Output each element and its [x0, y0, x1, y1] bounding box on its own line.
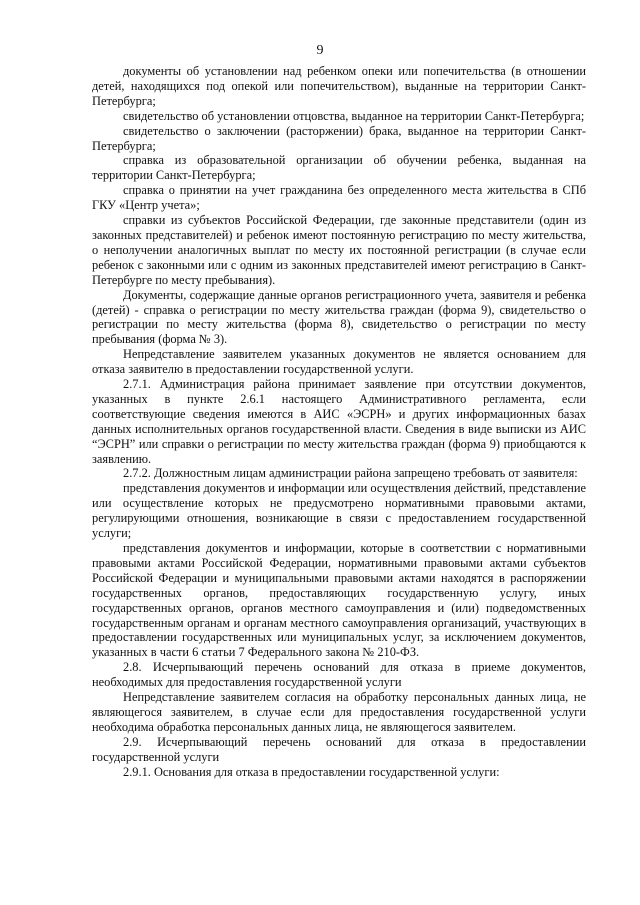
paragraph: Непредставление заявителем указанных документов не является основанием для отказа заявителю в предоставлении государственной услуги.	[92, 347, 586, 377]
paragraph: 2.7.2. Должностным лицам администрации района запрещено требовать от заявителя:	[123, 466, 578, 481]
paragraph: документы об установлении над ребенком опеки или попечительства (в отношении детей, находящихся под опекой или попечительством), выданные на территории Санкт-Петербурга;	[92, 64, 586, 108]
paragraph: представления документов и информации, которые в соответствии с нормативными правовыми актами Российской Федерации, нормативными правовыми актами субъектов Российской Федерации и муниципальными правовыми актами находятся в распоряжении государственных органов, предоставляющих государственную услугу, иных государственных органов, органов местного самоуправления и (или) подведомственных государственным органам и органам местного самоуправления организаций, участвующих в предоставлении государственных или муниципальных услуг, за исключением документов, указанных в части 6 статьи 7 Федерального закона № 210-ФЗ.	[92, 541, 586, 660]
paragraph: 2.9. Исчерпывающий перечень оснований для отказа в предоставлении государственной услуги	[92, 734, 586, 764]
paragraph: Непредставление заявителем согласия на обработку персональных данных лица, не являющегося заявителем, в случае если для предоставления государственной услуги необходима обработка персональных данных лица, не являющегося заявителем.	[92, 690, 586, 734]
paragraph: свидетельство об установлении отцовства, выданное на территории Санкт-Петербурга;	[123, 108, 585, 123]
paragraph: свидетельство о заключении (расторжении) брака, выданное на территории Санкт-Петербурга;	[92, 123, 586, 153]
paragraph: Документы, содержащие данные органов регистрационного учета, заявителя и ребенка (детей) - справка о регистрации по месту жительства граждан (форма 9), свидетельство о регистрации по месту жительства (форма 8), свидетельство о регистрации по месту пребывания (форма № 3).	[92, 287, 586, 347]
paragraph: 2.7.1. Администрация района принимает заявление при отсутствии документов, указанных в пункте 2.6.1 настоящего Административного регламента, если соответствующие сведения имеются в АИС «ЭСРН» и других информационных базах данных исполнительных органов государственной власти. Сведения в виде выписки из АИС “ЭСРН” или справки о регистрации по месту жительства граждан (форма 9) приобщаются к заявлению.	[92, 377, 586, 466]
document-body	[92, 64, 586, 780]
paragraph: справка из образовательной организации об обучении ребенка, выданная на территории Санкт-Петербурга;	[92, 153, 586, 183]
paragraph: справки из субъектов Российской Федерации, где законные представители (один из законных представителей) и ребенок имеют постоянную регистрацию по месту жительства, о неполучении аналогичных выплат по месту их постоянной регистрации (в случае если ребенок с законными или с одним из законных представителей имеют регистрацию в Санкт-Петербурге по месту пребывания).	[92, 213, 586, 287]
paragraph: 2.9.1. Основания для отказа в предоставлении государственной услуги:	[123, 764, 500, 779]
page-number: 9	[316, 43, 324, 58]
paragraph: справка о принятии на учет гражданина без определенного места жительства в СПб ГКУ «Центр учета»;	[92, 183, 586, 213]
paragraph: представления документов и информации или осуществления действий, представление или осуществление которых не предусмотрено нормативными правовыми актами, регулирующими отношения, возникающие в связи с предоставлением государственной услуги;	[92, 481, 586, 541]
paragraph: 2.8. Исчерпывающий перечень оснований для отказа в приеме документов, необходимых для предоставления государственной услуги	[92, 660, 586, 690]
